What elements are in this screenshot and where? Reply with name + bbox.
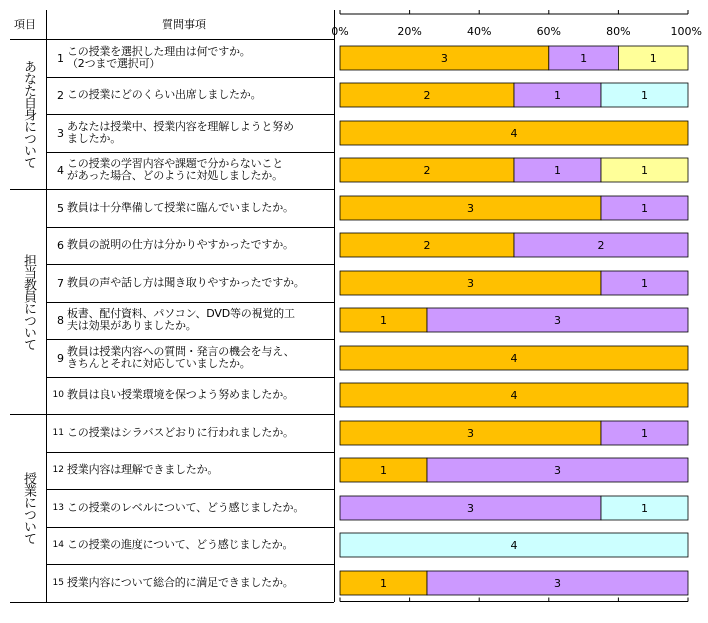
bar-data-label: 2 <box>423 164 431 177</box>
question-number: 13 <box>52 503 64 513</box>
bar-data-label: 1 <box>641 427 648 440</box>
question-number: 6 <box>57 239 64 252</box>
bar-data-label: 3 <box>554 577 561 590</box>
bar-data-label: 2 <box>423 89 431 102</box>
question-number: 9 <box>57 352 64 365</box>
bar-data-label: 3 <box>467 427 474 440</box>
header-question-label: 質問事項 <box>162 18 206 31</box>
bar-data-label: 1 <box>554 89 561 102</box>
x-tick-label: 0% <box>331 25 349 38</box>
question-text: 教員は良い授業環境を保つよう努めましたか。 <box>67 388 294 401</box>
category-label: あなた自身について <box>21 60 36 168</box>
x-tick-label: 20% <box>397 25 422 38</box>
question-text: この授業の進度について、どう感じましたか。 <box>67 538 294 551</box>
bar-data-label: 1 <box>554 164 561 177</box>
bar-data-label: 3 <box>554 464 561 477</box>
question-number: 7 <box>57 277 64 290</box>
question-text: あなたは授業中、授業内容を理解しようと努め ましたか。 <box>67 120 294 145</box>
question-number: 3 <box>57 127 64 140</box>
question-number: 5 <box>57 202 64 215</box>
bar-data-label: 4 <box>510 539 518 552</box>
question-text: 教員は授業内容への質問・発言の機会を与え、 きちんとそれに対応していましたか。 <box>67 345 295 370</box>
question-text: この授業のレベルについて、どう感じましたか。 <box>67 501 305 514</box>
question-text: この授業はシラバスどおりに行われましたか。 <box>67 426 294 439</box>
question-text: 教員の声や話し方は聞き取りやすかったですか。 <box>67 276 305 289</box>
bar-data-label: 1 <box>641 89 648 102</box>
question-text: この授業にどのくらい出席しましたか。 <box>67 88 262 101</box>
question-text: この授業を選択した理由は何ですか。 （2つまで選択可） <box>67 45 251 70</box>
bar-data-label: 1 <box>641 502 648 515</box>
bar-data-label: 4 <box>510 352 518 365</box>
header-item-label: 項目 <box>14 18 36 31</box>
bar-data-label: 1 <box>580 52 588 65</box>
category-label: 担当教員について <box>21 254 36 350</box>
bar-data-label: 3 <box>467 277 474 290</box>
bar-data-label: 3 <box>467 202 474 215</box>
bar-data-label: 1 <box>641 277 648 290</box>
question-text: 板書、配付資料、パソコン、DVD等の視覚的工 夫は効果がありましたか。 <box>67 307 295 332</box>
question-number: 4 <box>57 164 64 177</box>
bar-data-label: 4 <box>510 389 518 402</box>
bar-data-label: 3 <box>440 52 448 65</box>
bar-data-label: 2 <box>597 239 605 252</box>
bar-data-label: 1 <box>641 202 648 215</box>
bar-data-label: 4 <box>510 127 518 140</box>
question-text: この授業の学習内容や課題で分からないこと があった場合、どのように対処しましたか。 <box>67 157 283 182</box>
question-number: 8 <box>57 314 64 327</box>
question-text: 教員は十分準備して授業に臨んでいましたか。 <box>67 201 294 214</box>
question-number: 12 <box>52 465 64 475</box>
question-number: 15 <box>52 578 64 588</box>
bar-data-label: 1 <box>380 577 387 590</box>
category-label: 授業について <box>21 472 36 544</box>
question-text: 教員の説明の仕方は分かりやすかったですか。 <box>67 238 294 251</box>
question-number: 2 <box>57 89 64 102</box>
question-number: 10 <box>52 390 64 400</box>
question-number: 1 <box>57 52 64 65</box>
x-tick-label: 80% <box>606 25 631 38</box>
bar-data-label: 2 <box>423 239 431 252</box>
question-number: 14 <box>52 540 64 550</box>
bar-data-label: 1 <box>380 314 387 327</box>
bar-data-label: 3 <box>467 502 474 515</box>
x-tick-label: 100% <box>670 25 702 38</box>
question-text: 授業内容について総合的に満足できましたか。 <box>67 576 294 589</box>
bar-data-label: 1 <box>380 464 387 477</box>
bar-data-label: 1 <box>641 164 648 177</box>
question-text: 授業内容は理解できましたか。 <box>67 463 219 476</box>
question-number: 11 <box>52 428 64 438</box>
bar-data-label: 1 <box>649 52 657 65</box>
x-tick-label: 40% <box>466 25 492 38</box>
x-tick-label: 60% <box>536 25 562 38</box>
bar-data-label: 3 <box>554 314 561 327</box>
